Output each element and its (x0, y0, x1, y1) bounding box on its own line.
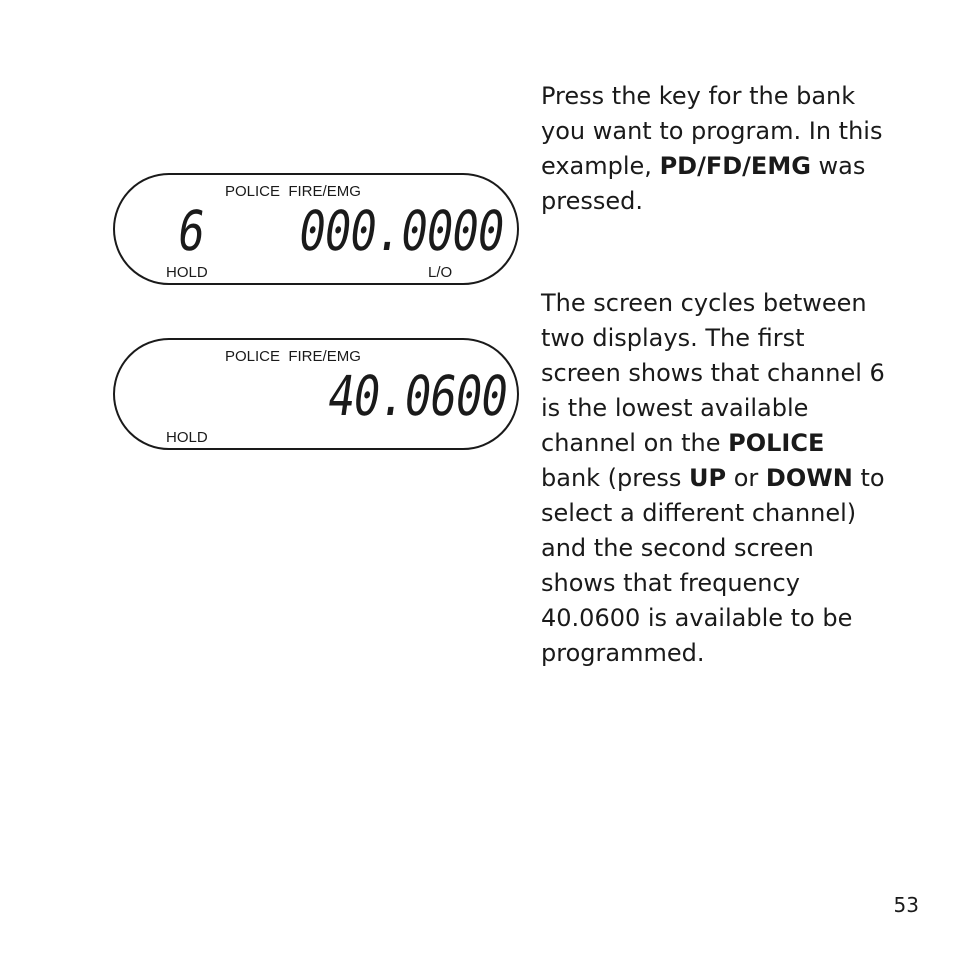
instruction-text: bank (press (541, 464, 690, 492)
key-name: PD/FD/EMG (659, 152, 811, 180)
lcd-channel-number: 6 (173, 200, 209, 264)
key-name: UP (689, 464, 727, 492)
page-number: 53 (893, 893, 919, 917)
key-name: DOWN (765, 464, 853, 492)
lcd-bank-labels: POLICE FIRE/EMG (225, 348, 361, 365)
instruction-text: The screen cycles between two displays. The first screen shows that channel 6 is the lowest available channel on the (541, 289, 885, 457)
instruction-text: or (726, 464, 766, 492)
lcd-lockout-indicator: L/O (428, 264, 453, 281)
lcd-display-frequency (113, 338, 519, 450)
lcd-frequency: 000.0000 (294, 200, 508, 264)
instruction-paragraph-2 (541, 286, 886, 671)
lcd-frequency: 40.0600 (323, 365, 512, 429)
bank-name: POLICE (728, 429, 825, 457)
lcd-hold-indicator: HOLD (166, 264, 208, 281)
instruction-text: Press the key for the bank you want to program. In this example, (541, 82, 883, 180)
instruction-text: to select a different channel) and the second screen shows that frequency 40.0600 is available to be programmed. (541, 464, 885, 667)
instruction-paragraph-1 (541, 79, 886, 219)
instruction-text: was pressed. (541, 152, 866, 215)
lcd-hold-indicator: HOLD (166, 429, 208, 446)
lcd-display-channel (113, 173, 519, 285)
lcd-bank-labels: POLICE FIRE/EMG (225, 183, 361, 200)
